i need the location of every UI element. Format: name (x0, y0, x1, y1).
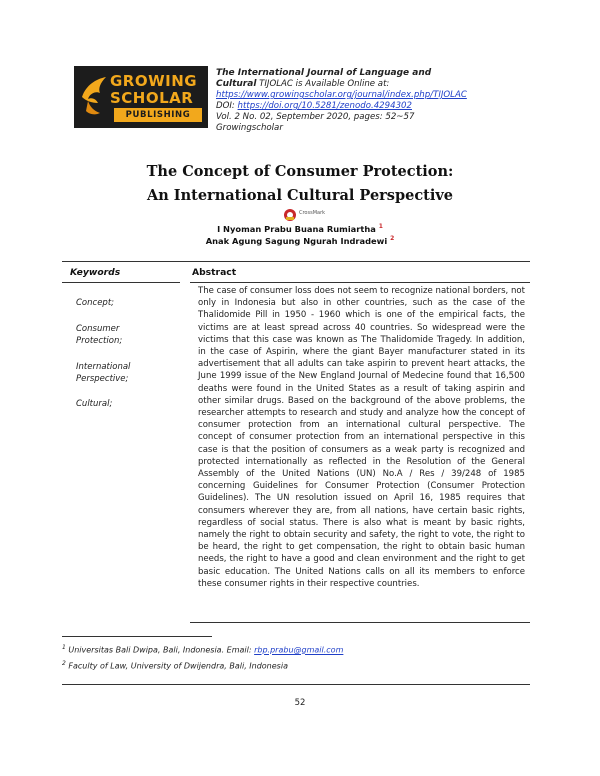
footnote-rule (62, 636, 212, 637)
keyword-perspective: Perspective; (76, 374, 129, 384)
keyword-concept: Concept; (76, 298, 115, 308)
keywords-rule (62, 282, 180, 283)
abstract-body: The case of consumer loss does not seem to recognize national borders, not only in Indonesia but also in other countries, such as the case of the Thalidomide Pill in 1950 - 1960 which is one of the empirical facts, the victims are at least spread across 40 countries. So widespread were the victims that this case was known as The Thalidomide Tragedy. In addition, in the case of Aspirin, where the giant Bayer manufacturer stated in its advertisement that all adults can take aspirin to prevent heart attacks, the June 1999 issue of the New England Journal of Medecine found that 16,500 deaths were found in the United States as a result of taking aspirin and other similar drugs. Based on the background of the above problems, the researcher attempts to research and study and analyze how the concept of consumer protection from an international cultural perspective. The concept of consumer protection from an international perspective in this case is that the position of consumers as a weak party is recognized and protected internationally as reflected in the Resolution of the General Assembly of the United Nations (UN) No.A / Res / 39/248 of 1985 concerning Guidelines for Consumer Protection (Consumer Protection Guidelines). The UN resolution issued on April 16, 1985 requires that consumers wherever they are, from all nations, have certain basic rights, regardless of social status. There is also what is meant by basic rights, namely the right to obtain security and safety, the right to vote, the right to be heard, the right to get compensation, the right to obtain basic human needs, the right to have a good and clean environment and the right to get basic education. The United Nations calls on all its members to enforce these consumer rights in their respective countries. (198, 286, 525, 589)
volume-info: Vol. 2 No. 02, September 2020, pages: 52~57 (216, 112, 415, 122)
keyword-consumer: Consumer (76, 324, 120, 334)
abstract-bottom-rule (190, 622, 530, 623)
footnote-2-text: Faculty of Law, University of Dwijendra, Bali, Indonesia (65, 661, 288, 671)
author-1 (0, 223, 600, 234)
abstract-heading: Abstract (192, 267, 237, 278)
author-2-ref: 2 (390, 235, 395, 242)
section-top-rule (62, 261, 530, 262)
author-2 (0, 235, 600, 246)
abstract-rule (190, 282, 530, 283)
doi-link[interactable]: https://doi.org/10.5281/zenodo.4294302 (237, 101, 412, 111)
footnote-2 (62, 660, 288, 671)
keyword-international: International (76, 362, 131, 372)
bird-icon (78, 71, 110, 123)
footnote-1-text: Universitas Bali Dwipa, Bali, Indonesia. Email: (65, 645, 255, 655)
publisher-logo (74, 66, 208, 128)
footnote-2-mark: 2 (62, 660, 66, 667)
crossmark-badge[interactable] (283, 207, 326, 221)
journal-title-1: The International Journal of Language and (216, 68, 432, 78)
journal-title-2: Cultural (216, 79, 257, 89)
paper-title-line-1: The Concept of Consumer Protection: (146, 163, 454, 180)
keyword-cultural: Cultural; (76, 399, 113, 409)
page-number: 52 (294, 698, 306, 708)
footnote-1-email-link[interactable]: rbp.prabu@gmail.com (254, 645, 344, 655)
doi-label: DOI: (216, 101, 238, 111)
footnote-1-mark: 1 (62, 644, 66, 651)
keywords-heading: Keywords (70, 267, 121, 278)
author-1-ref: 1 (378, 223, 383, 230)
publisher-name: Growingscholar (216, 123, 283, 133)
journal-header (216, 68, 536, 134)
logo-line-3: PUBLISHING (114, 108, 202, 122)
logo-line-1: GROWING (110, 72, 198, 90)
keyword-protection: Protection; (76, 336, 123, 346)
paper-title-line-2: An International Cultural Perspective (146, 187, 454, 204)
journal-availability: TIJOLAC is Available Online at: (256, 79, 390, 89)
page-bottom-rule (62, 684, 530, 685)
footnote-1 (62, 644, 343, 655)
author-2-name: Anak Agung Sagung Ngurah Indradewi (205, 235, 391, 246)
journal-url-link[interactable]: https://www.growingscholar.org/journal/index.php/TIJOLAC (216, 90, 467, 100)
logo-line-2: SCHOLAR (110, 89, 194, 107)
crossmark-label: CrossMark (299, 210, 326, 216)
author-1-name: I Nyoman Prabu Buana Rumiartha (217, 223, 379, 234)
